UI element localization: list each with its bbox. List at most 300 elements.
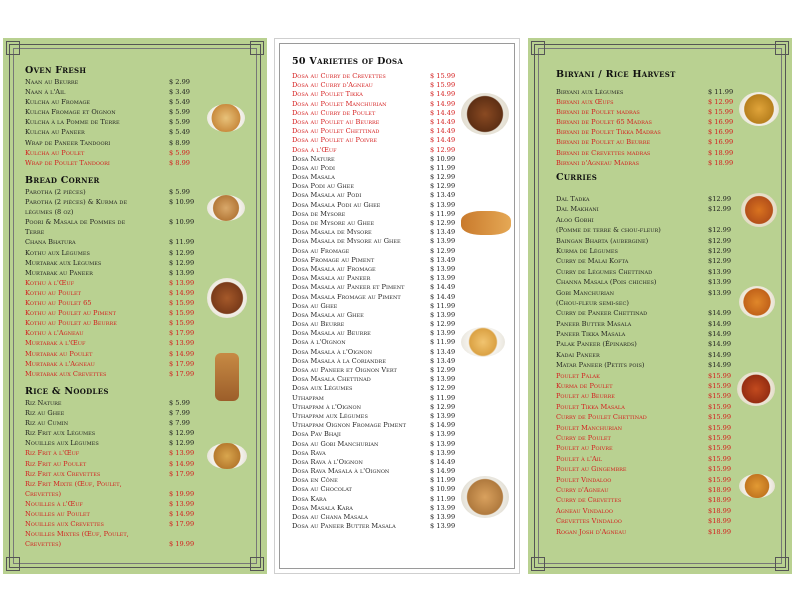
menu-item [292, 293, 509, 302]
item-price: $ 13.99 [430, 430, 456, 439]
item-name: Murtabak à l'Œuf [25, 339, 86, 348]
menu-item [25, 258, 249, 268]
item-name: Dosa au Curry de Poulet [292, 108, 376, 117]
item-price: $ 13.99 [169, 449, 195, 458]
item-price: $ 14.99 [430, 99, 456, 108]
item-name: Nouilles à l'Œuf [25, 499, 83, 508]
menu-item [556, 454, 774, 464]
item-name: Curry de Paneer Chettinad [556, 309, 648, 318]
item-name: Dal Tadka [556, 195, 590, 203]
item-name: Biryani aux Œufs [556, 98, 614, 107]
item-price: $ 17.99 [169, 520, 195, 529]
item-price: $ 12.99 [430, 182, 456, 191]
menu-item [292, 467, 509, 476]
menu-item [25, 138, 249, 148]
item-name: Murtabak au Poulet [25, 349, 93, 358]
menu-item [25, 398, 249, 408]
item-name: Dosa Kara [292, 494, 327, 503]
item-price: $ 5.99 [169, 188, 190, 196]
item-name: Murtabak aux Légumes [25, 258, 102, 267]
item-name: Curry de Crevettes [556, 496, 622, 505]
item-name: Dal Makhani [556, 205, 599, 214]
menu-item [25, 318, 249, 328]
menu-item [25, 509, 249, 519]
menu-item [556, 127, 774, 137]
section-title: 50 Varieties of Dosa [292, 56, 404, 67]
item-price: $ 13.49 [430, 356, 456, 365]
item-name: Dosa Masala Kara [292, 503, 353, 512]
item-price: $ 13.99 [430, 310, 456, 319]
menu-item [556, 267, 774, 277]
menu-item [556, 148, 774, 158]
item-price: $ 13.99 [169, 268, 195, 277]
item-name: Murtabak aux Crevettes [25, 369, 107, 378]
dosa-roll-image [461, 211, 511, 235]
item-name: Dosa au Poulet Tikka [292, 90, 363, 99]
item-price: $15.99 [708, 423, 732, 432]
item-price: $14.99 [708, 319, 732, 328]
menu-item [292, 522, 509, 531]
item-name: Kurma de Poulet [556, 382, 613, 391]
menu-item [556, 236, 774, 246]
item-price: $15.99 [708, 475, 732, 484]
item-price: $18.99 [708, 496, 732, 505]
item-price: $ 12.99 [430, 366, 456, 374]
item-price: $12.99 [708, 257, 732, 266]
item-name: Kothu au Poulet 65 [25, 299, 92, 308]
item-name: Kulcha au Paneer [25, 128, 85, 137]
item-price: $ 11.99 [430, 301, 456, 310]
corner-ornament [775, 41, 789, 55]
menu-item [292, 384, 509, 393]
menu-item [556, 527, 774, 537]
item-name: Dosa Nature [292, 154, 335, 163]
section-title: Rice & Noodles [25, 386, 109, 397]
item-price: $ 12.99 [430, 173, 456, 182]
item-name: Dosa au Podi [292, 163, 335, 172]
item-name: Dosa au Poulet au Poivre [292, 136, 378, 145]
item-name: Dosa Masala au Paneer [292, 274, 371, 283]
item-price: $ 8.99 [169, 158, 190, 167]
noodles-dish-image [207, 443, 247, 469]
menu-item [292, 164, 509, 173]
item-name: Dosa de Mysore [292, 209, 346, 218]
menu-item [292, 146, 509, 155]
item-price: $ 10.99 [169, 218, 195, 227]
item-name: Uthappam aux Légumes [292, 411, 368, 420]
item-price: $ 14.49 [430, 457, 456, 466]
menu-item [556, 506, 774, 516]
item-name: (Chou-fleur semi-sec) [556, 298, 629, 307]
item-price: $ 14.99 [430, 467, 456, 476]
menu-item [25, 77, 249, 87]
item-name: Curry d'Agneau [556, 485, 609, 494]
item-price: $12.99 [708, 246, 732, 255]
item-price: $ 12.99 [430, 320, 456, 329]
section-title: Oven Fresh [25, 65, 87, 76]
item-name: Dosa au Chana Masala [292, 513, 368, 521]
item-name: Nouilles au Poulet [25, 510, 90, 519]
menu-panel-right [528, 38, 792, 574]
item-price: $13.99 [708, 278, 732, 287]
item-price: $15.99 [708, 371, 732, 380]
menu-item [292, 311, 509, 320]
item-price: $ 7.99 [169, 419, 190, 428]
item-price: $ 17.99 [169, 369, 195, 378]
menu-item [556, 246, 774, 256]
item-name: Nouilles aux Crevettes [25, 520, 104, 529]
item-name: Kadai Paneer [556, 350, 600, 359]
item-name: Matar Paneer (Petits pois) [556, 361, 645, 370]
item-name: Dosa Rava à l'Oignon [292, 457, 363, 466]
menu-item [556, 464, 774, 474]
menu-item [25, 237, 249, 247]
item-name: Dosa Fromage au Piment [292, 255, 375, 264]
item-price: $ 13.99 [430, 274, 456, 283]
item-price: $ 12.99 [169, 439, 195, 448]
item-name: Dosa de Mysore au Ghee [292, 219, 375, 227]
item-price: $ 14.49 [430, 108, 456, 117]
menu-item [292, 366, 509, 375]
item-price: $ 17.99 [169, 469, 195, 478]
item-name: Poulet Tikka Masala [556, 402, 625, 411]
item-name: (Pomme de terre & chou-fleur) [556, 226, 661, 235]
item-name: Riz Frit au Poulet [25, 459, 87, 468]
item-name: Kulcha au Poulet [25, 148, 85, 157]
item-price: $18.99 [708, 527, 732, 536]
item-name: Aloo Gobhi [556, 215, 594, 224]
menu-item [292, 72, 509, 81]
item-name: Crevettes) [25, 489, 62, 498]
menu-item [292, 430, 509, 439]
corner-ornament [531, 557, 545, 571]
menu-item [556, 423, 774, 433]
item-name: Dosa Podi au Ghee [292, 182, 354, 191]
item-price: $ 5.49 [169, 128, 190, 137]
menu-item [292, 449, 509, 458]
corner-ornament [531, 41, 545, 55]
item-price: $ 11.99 [430, 338, 456, 347]
item-name: Rogan Josh d'Agneau [556, 527, 627, 536]
item-name: Biryani de Poulet 65 Madras [556, 118, 652, 127]
item-price: $ 17.99 [169, 359, 195, 368]
item-name: Dosa à l'Œuf [292, 145, 337, 154]
corner-ornament [775, 557, 789, 571]
menu-item [292, 357, 509, 366]
item-price: $ 12.99 [430, 145, 456, 154]
menu-item [556, 495, 774, 505]
cone-dosa-image [461, 327, 505, 357]
menu-item [25, 328, 249, 338]
section-title: Bread Corner [25, 175, 100, 186]
item-price: $ 12.99 [430, 246, 456, 255]
item-name: Dosa au Fromage [292, 246, 350, 255]
item-name: Poori & Masala de Pommes de [25, 218, 126, 227]
menu-item [292, 237, 509, 246]
item-name: Dosa au Ghee [292, 301, 338, 310]
menu-item [556, 339, 774, 349]
item-price: $ 11.99 [708, 88, 734, 96]
item-price: $ 12.99 [430, 219, 456, 227]
item-name: Poulet Vindaloo [556, 475, 612, 484]
item-price: $ 15.99 [169, 309, 195, 318]
corner-ornament [6, 557, 20, 571]
item-name: Curry de Poulet Chettinad [556, 413, 647, 422]
item-name: Poulet au Gingembre [556, 465, 627, 474]
menu-item [556, 277, 774, 287]
item-name: Dosa Masala à l'Oignon [292, 347, 373, 356]
item-name: Kothu à l'Agneau [25, 329, 84, 338]
item-price: $15.99 [708, 382, 732, 391]
item-name: Riz Frit Mixte (Œuf, Poulet, [25, 479, 122, 488]
item-name: Biryani de Crevettes madras [556, 148, 651, 157]
item-name: Dosa aux Légumes [292, 384, 353, 393]
item-name: Dosa au Chocolat [292, 485, 352, 494]
item-price: $ 13.49 [430, 191, 456, 200]
item-name: Terre [25, 228, 45, 237]
item-name: Murtabak à l'Agneau [25, 359, 95, 368]
section-title: Biryani / Rice Harvest [556, 69, 676, 80]
item-name: Biryani de Poulet au Beurre [556, 138, 651, 147]
item-name: Biryani de Poulet Tikka Madras [556, 128, 661, 137]
item-name: Riz Frit aux Légumes [25, 429, 96, 438]
menu-item [292, 274, 509, 283]
item-name: Parotha (2 pièces) & Kurma de [25, 198, 128, 207]
item-name: Dosa au Curry d'Agneau [292, 81, 373, 90]
menu-item [292, 256, 509, 265]
item-name: Kothu au Poulet [25, 288, 82, 297]
menu-item [556, 87, 774, 97]
menu-item [292, 458, 509, 467]
item-price: $13.99 [708, 288, 732, 297]
item-name: Dosa au Gobi Manchurian [292, 439, 379, 448]
menu-item [292, 394, 509, 403]
item-name: Biryani de Poulet madras [556, 108, 640, 117]
item-price: $15.99 [708, 465, 732, 474]
item-price: $ 5.49 [169, 98, 190, 107]
menu-item [292, 440, 509, 449]
item-price: $15.99 [708, 392, 732, 401]
item-name: Dosa Masala au Ghee [292, 310, 364, 319]
item-price: $ 13.99 [430, 264, 456, 273]
kothu-dish-image [207, 278, 247, 318]
item-price: $ 11.99 [430, 209, 456, 218]
item-name: Curry de Légumes Chettinad [556, 267, 653, 276]
corner-ornament [250, 41, 264, 55]
item-price: $ 11.99 [430, 393, 456, 402]
item-name: Biryani aux Légumes [556, 88, 624, 96]
menu-item [556, 516, 774, 526]
item-name: Dosa en Cône [292, 476, 338, 485]
item-name: Dosa Masala au Podi [292, 191, 362, 200]
item-name: Dosa au Beurre [292, 320, 345, 329]
menu-item [25, 248, 249, 258]
corner-ornament [6, 41, 20, 55]
item-name: Dosa Masala de Mysore [292, 228, 372, 237]
item-price: $ 14.99 [169, 459, 195, 468]
menu-item [292, 283, 509, 292]
item-price: $14.99 [708, 350, 732, 359]
corner-ornament [250, 557, 264, 571]
menu-item [292, 403, 509, 412]
item-name: Curry de Poulet [556, 433, 611, 442]
item-name: Dosa Masala à la Coriandre [292, 356, 386, 365]
dosa-dish-image [461, 93, 509, 135]
menu-item [556, 225, 774, 235]
menu-item [292, 81, 509, 90]
item-name: Uthappam à l'Oignon [292, 402, 362, 411]
item-name: Crevettes Vindaloo [556, 517, 622, 526]
menu-item [25, 499, 249, 509]
item-name: Dosa au Curry de Crevettes [292, 72, 386, 80]
item-name: Gobi Manchurian [556, 288, 614, 297]
item-name: Poulet à l'Ail [556, 454, 603, 463]
item-price: $ 13.99 [430, 439, 456, 448]
item-price: $ 13.99 [430, 237, 456, 246]
menu-item [556, 443, 774, 453]
item-name: Kothu à l'Œuf [25, 278, 75, 287]
item-price: $ 12.99 [708, 98, 734, 107]
murtabak-dish-image [215, 353, 239, 401]
item-price: $ 13.99 [430, 329, 456, 338]
menu-item [556, 329, 774, 339]
item-price: $ 5.99 [169, 148, 190, 157]
item-name: Murtabak au Paneer [25, 268, 93, 277]
item-name: Crevettes) [25, 540, 62, 549]
item-price: $ 13.99 [169, 499, 195, 508]
item-name: Riz au Cumin [25, 419, 69, 428]
item-price: $ 12.99 [430, 402, 456, 411]
item-name: Dosa à l'Oignon [292, 338, 346, 347]
menu-item [556, 360, 774, 370]
menu-item [556, 433, 774, 443]
item-name: Dosa Rava [292, 448, 326, 457]
item-price: $ 14.99 [169, 510, 195, 519]
menu-item [25, 148, 249, 158]
item-price: $15.99 [708, 402, 732, 411]
item-name: Dosa Masala au Paneer et Piment [292, 283, 405, 292]
item-name: Wrap de Paneer Tandoori [25, 138, 111, 147]
item-price: $18.99 [708, 517, 732, 526]
item-name: Dosa au Poulet Chettinad [292, 127, 380, 136]
item-name: Kulcha Fromage et Oignon [25, 108, 116, 117]
item-price: $ 13.49 [430, 228, 456, 237]
item-name: Dosa Rava Masala à l'Oignon [292, 467, 390, 476]
menu-item [556, 412, 774, 422]
item-name: Dosa au Paneer et Oignon Vert [292, 366, 397, 374]
menu-item [292, 421, 509, 430]
item-name: Riz Frit aux Crevettes [25, 469, 101, 478]
item-price: $ 13.99 [430, 375, 456, 384]
item-name: Dosa au Poulet Manchurian [292, 99, 387, 108]
menu-item [25, 529, 249, 539]
item-name: légumes (8 oz) [25, 208, 74, 217]
section-rice-noodles [25, 385, 249, 549]
menu-item [25, 227, 249, 237]
menu-item [25, 479, 249, 489]
item-price: $ 14.49 [430, 117, 456, 126]
item-price: $ 13.99 [169, 339, 195, 348]
item-price: $ 5.99 [169, 118, 190, 127]
item-name: Dosa Masala Fromage au Piment [292, 292, 401, 301]
menu-item [25, 428, 249, 438]
item-name: Kurma de Légumes [556, 246, 618, 255]
item-price: $ 13.99 [430, 522, 456, 531]
item-name: Poulet au Poivre [556, 444, 613, 453]
item-list [25, 398, 249, 549]
item-price: $ 12.99 [430, 384, 456, 393]
paneer-curry-image [739, 286, 775, 318]
item-name: Poulet Manchurian [556, 423, 623, 432]
item-name: Palak Paneer (Épinards) [556, 340, 637, 349]
naan-dish-image [207, 104, 245, 132]
item-price: $ 10.99 [430, 485, 456, 494]
item-price: $15.99 [708, 454, 732, 463]
menu-item [25, 408, 249, 418]
item-name: Naan à l'Ail [25, 88, 66, 97]
item-price: $14.99 [708, 330, 732, 339]
item-price: $ 8.99 [169, 138, 190, 147]
item-price: $ 13.99 [430, 200, 456, 209]
menu-item [292, 136, 509, 145]
item-price: $ 5.99 [169, 399, 190, 407]
menu-item [292, 201, 509, 210]
menu-item [556, 319, 774, 329]
item-price: $ 14.99 [430, 421, 456, 430]
item-name: Kothu au Poulet au Beurre [25, 319, 117, 328]
item-price: $ 11.99 [430, 494, 456, 503]
parotha-dish-image [207, 195, 245, 221]
item-name: Nouilles aux Légumes [25, 439, 99, 448]
item-price: $ 13.99 [430, 503, 456, 512]
item-name: Poulet Palak [556, 371, 600, 380]
item-price: $ 2.99 [169, 78, 190, 86]
item-price: $ 13.99 [169, 278, 195, 287]
menu-item [292, 173, 509, 182]
item-price: $14.99 [708, 340, 732, 349]
item-name: Parotha (2 pièces) [25, 188, 86, 196]
item-price: $ 19.99 [169, 489, 195, 498]
menu-item [25, 87, 249, 97]
item-price: $ 13.99 [430, 513, 456, 521]
item-price: $12.99 [708, 205, 732, 214]
item-price: $ 15.99 [708, 108, 734, 117]
item-price: $13.99 [708, 267, 732, 276]
chicken-curry-image [737, 372, 775, 406]
item-price: $ 15.99 [430, 81, 456, 90]
item-price: $ 16.99 [708, 138, 734, 147]
item-price: $ 14.99 [430, 90, 456, 99]
item-price: $ 14.49 [430, 136, 456, 145]
menu-item [292, 375, 509, 384]
item-name: Curry de Malai Kofta [556, 257, 629, 266]
item-price: $ 11.99 [430, 476, 456, 485]
item-name: Dosa au Paneer Butter Masala [292, 522, 396, 531]
menu-item [25, 418, 249, 428]
menu-item [556, 158, 774, 168]
item-name: Uthappam Oignon Fromage Piment [292, 421, 407, 430]
item-price: $18.99 [708, 506, 732, 515]
item-price: $ 13.99 [430, 411, 456, 420]
item-name: Chana Bhatura [25, 238, 76, 247]
item-price: $ 17.99 [169, 329, 195, 338]
vindaloo-dish-image [739, 474, 775, 498]
item-name: Dosa Masala Chettinad [292, 375, 371, 384]
item-name: Nouilles Mixtes (Œuf, Poulet, [25, 530, 129, 539]
menu-item [292, 182, 509, 191]
item-name: Dosa Masala de Mysore au Ghee [292, 237, 401, 246]
item-price: $12.99 [708, 195, 732, 203]
